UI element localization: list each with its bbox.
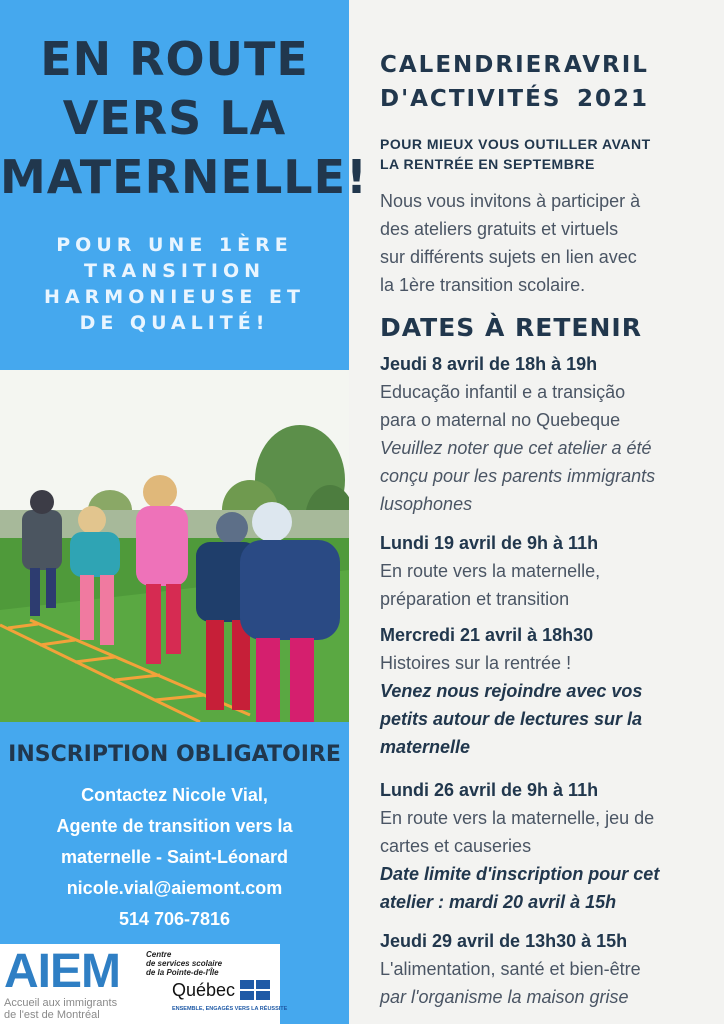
dates-heading: DATES À RETENIR: [380, 313, 642, 342]
event-note: lusophones: [380, 494, 473, 514]
subtitle: [0, 232, 349, 336]
subtitle-line: DE QUALITÉ!: [79, 312, 270, 334]
event-item: [380, 776, 720, 916]
css-name-line: Centre: [146, 950, 172, 959]
contact-phone[interactable]: 514 706-7816: [118, 909, 231, 929]
outiller-line: LA RENTRÉE EN SEPTEMBRE: [380, 156, 595, 172]
contact-info: [0, 780, 349, 935]
calendar-year: 2021: [576, 86, 649, 112]
event-item: [380, 621, 720, 761]
event-date: Jeudi 29 avril de 13h30 à 15h: [380, 931, 628, 951]
calendar-title-line: CALENDRIER: [380, 52, 564, 78]
css-pointe-de-lile-logo: [146, 950, 288, 1020]
event-line: para o maternal no Quebeque: [380, 410, 621, 430]
event-note: conçu pour les parents immigrants: [380, 466, 656, 486]
children-walking-photo-illustration: [0, 370, 349, 722]
event-note: Veuillez noter que cet atelier a été: [380, 438, 652, 458]
contact-line: maternelle - Saint-Léonard: [60, 847, 289, 867]
aiem-logo: AIEM: [4, 945, 120, 998]
outiller-heading: [380, 134, 710, 174]
intro-line: sur différents sujets en lien avec: [380, 247, 637, 267]
event-note: par l'organisme la maison grise: [380, 987, 629, 1007]
aiem-tagline: [4, 997, 117, 1021]
event-line: préparation et transition: [380, 589, 570, 609]
calendar-title-line: D'ACTIVITÉS: [380, 86, 562, 112]
css-name: [146, 950, 222, 977]
aiem-tagline-line: Accueil aux immigrants: [4, 997, 118, 1009]
event-line: En route vers la maternelle, jeu de: [380, 808, 655, 828]
contact-email[interactable]: nicole.vial@aiemont.com: [66, 878, 283, 898]
contact-line: Contactez Nicole Vial,: [81, 785, 268, 805]
logo-strip: [0, 944, 288, 1024]
event-line: Histoires sur la rentrée !: [380, 653, 572, 673]
event-line: cartes et causeries: [380, 836, 532, 856]
calendar-month: AVRIL: [564, 52, 649, 78]
calendar-date: [564, 48, 649, 116]
title-line: EN ROUTE: [40, 32, 309, 86]
inscription-heading: INSCRIPTION OBLIGATOIRE: [8, 742, 341, 767]
event-date: Lundi 19 avril de 9h à 11h: [380, 533, 599, 553]
event-item: [380, 927, 720, 1011]
event-note: atelier : mardi 20 avril à 15h: [380, 892, 617, 912]
contact-line: Agente de transition vers la: [56, 816, 293, 836]
event-line: L'alimentation, santé et bien-être: [380, 959, 641, 979]
event-line: En route vers la maternelle,: [380, 561, 601, 581]
css-slogan: ENSEMBLE, ENGAGÉS VERS LA RÉUSSITE: [172, 1006, 288, 1012]
aiem-tagline-line: de l'est de Montréal: [4, 1009, 100, 1021]
css-name-line: de la Pointe-de-l'Île: [146, 968, 219, 977]
css-name-line: de services scolaire: [146, 959, 223, 968]
event-date: Mercredi 21 avril à 18h30: [380, 625, 594, 645]
subtitle-line: HARMONIEUSE ET: [44, 286, 305, 308]
outiller-line: POUR MIEUX VOUS OUTILLER AVANT: [380, 136, 651, 152]
event-note: petits autour de lectures sur la: [380, 709, 643, 729]
intro-line: la 1ère transition scolaire.: [380, 275, 586, 295]
title-line: VERS LA: [62, 91, 287, 145]
quebec-wordmark: Québec: [172, 980, 236, 1000]
intro-paragraph: [380, 187, 710, 299]
event-note: Venez nous rejoindre avec vos: [380, 681, 643, 701]
subtitle-line: TRANSITION: [83, 260, 266, 282]
event-date: Lundi 26 avril de 9h à 11h: [380, 780, 599, 800]
title-line: MATERNELLE!: [0, 150, 368, 204]
quebec-flag-icon: [240, 980, 270, 1000]
intro-line: des ateliers gratuits et virtuels: [380, 219, 619, 239]
children-photo: [0, 370, 349, 722]
event-date: Jeudi 8 avril de 18h à 19h: [380, 354, 598, 374]
event-item: [380, 350, 720, 518]
event-note: Date limite d'inscription pour cet: [380, 864, 660, 884]
event-note: maternelle: [380, 737, 471, 757]
main-title: [0, 30, 368, 207]
subtitle-line: POUR UNE 1ÈRE: [56, 234, 293, 256]
event-item: [380, 529, 720, 613]
event-line: Educação infantil e a transição: [380, 382, 626, 402]
intro-line: Nous vous invitons à participer à: [380, 191, 641, 211]
